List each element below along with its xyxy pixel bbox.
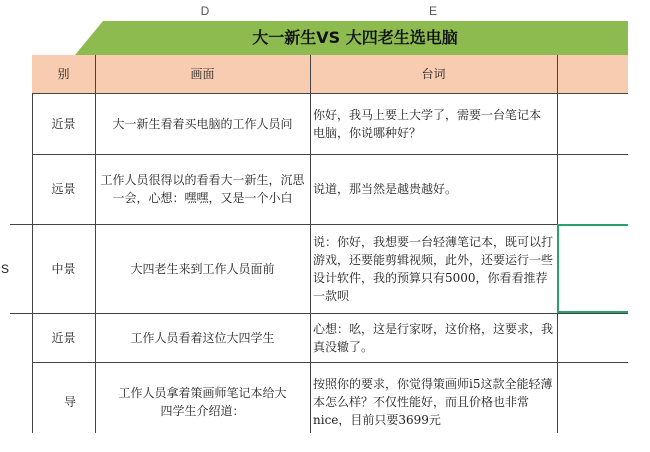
left-mask bbox=[0, 0, 20, 90]
row-1-scene[interactable]: 大一新生看着买电脑的工作人员问 bbox=[112, 116, 293, 131]
header-line[interactable]: 台词 bbox=[421, 67, 446, 81]
header-scene[interactable]: 画面 bbox=[190, 67, 215, 81]
row-1-line[interactable]: 你好，我马上要上大学了，需要一台笔记本电脑，你说哪种好？ bbox=[313, 107, 542, 140]
column-header-d[interactable]: D bbox=[200, 4, 210, 18]
column-header-e[interactable]: E bbox=[428, 4, 437, 18]
selected-cell-border bbox=[557, 311, 637, 313]
row-4-shot[interactable]: 近景 bbox=[51, 330, 76, 345]
row-2-line[interactable]: 说道，那当然是越贵越好。 bbox=[313, 182, 458, 196]
sheet-title[interactable]: 大一新生VS 大四老生选电脑 bbox=[252, 28, 458, 47]
row-3-left-fragment: S bbox=[0, 261, 9, 276]
row-4-line[interactable]: 心想：吆，这是行家呀，这价格，这要求，我真没辙了。 bbox=[313, 321, 554, 354]
row-3-scene[interactable]: 大四老生来到工作人员面前 bbox=[130, 261, 275, 276]
row-4-scene[interactable]: 工作人员看着这位大四学生 bbox=[130, 330, 275, 345]
selected-cell-border bbox=[557, 224, 637, 226]
row-2-scene[interactable]: 工作人员很得以的看看大一新生，沉思一会，心想：嘿嘿，又是一个小白 bbox=[100, 173, 305, 205]
row-1-shot[interactable]: 近景 bbox=[51, 116, 76, 131]
right-mask bbox=[628, 0, 650, 452]
row-5-scene[interactable]: 工作人员拿着策画师笔记本给大四学生介绍道： bbox=[118, 386, 287, 418]
row-3-line[interactable]: 说：你好，我想要一台轻薄笔记本，既可以打游戏，还要能剪辑视频，此外，还要运行一些设计软件，我的预算只有5000，你看看推荐一款呗 bbox=[313, 234, 554, 303]
bottom-mask bbox=[0, 434, 650, 452]
row-5-line[interactable]: 按照你的要求，你觉得策画师i5这款全能轻薄本怎么样？不仅性能好，而且价格也非常nice，目前只要3699元 bbox=[313, 377, 553, 427]
selected-cell-border bbox=[557, 224, 559, 313]
left-mask bbox=[0, 340, 30, 452]
header-shot-type[interactable]: 别 bbox=[57, 67, 70, 81]
row-3-shot[interactable]: 中景 bbox=[51, 261, 76, 276]
row-5-shot-fragment[interactable]: 导 bbox=[63, 395, 76, 409]
row-2-shot[interactable]: 远景 bbox=[51, 182, 76, 196]
